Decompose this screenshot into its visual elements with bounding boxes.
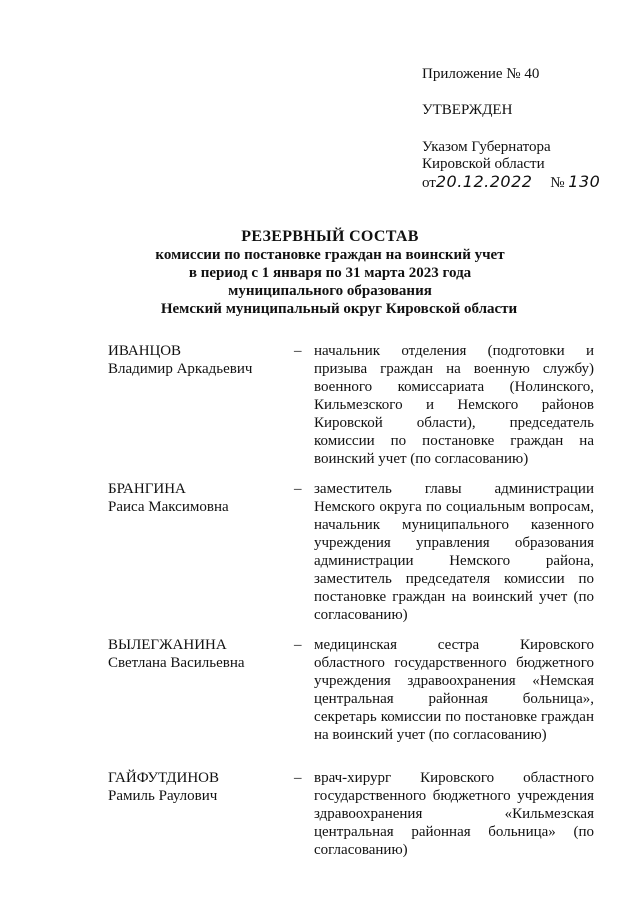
dash-separator: –: [294, 637, 302, 653]
member-role: заместитель главы администрации Немского округа по социальным вопросам, начальник муниципального казенного учреждения управления образования администрации Немского района, заместитель председателя комиссии по постановке граждан на воинский учет (по согласованию): [314, 481, 594, 623]
member-role: медицинская сестра Кировского областного государственного бюджетного учреждения здравоохранения «Немская центральная районная больница», секретарь комиссии по постановке граждан на воинский учет (по согласованию): [314, 637, 594, 743]
approval-block: [422, 66, 622, 192]
member-name: [108, 769, 288, 805]
date-prefix: от: [422, 175, 436, 191]
member-surname: ВЫЛЕГЖАНИНА: [108, 637, 227, 653]
member-role: начальник отделения (подготовки и призыва граждан на военную службу) военного комиссариата (Нолинского, Кильмезского и Немского районов Кировской области), председатель комиссии по постановке граждан на воинский учет (по согласованию): [314, 343, 594, 467]
dash-separator: –: [294, 343, 302, 359]
member-given-name: Светлана Васильевна: [108, 655, 245, 671]
number-prefix: №: [550, 175, 565, 191]
member-surname: ГАЙФУТДИНОВ: [108, 770, 219, 786]
handwritten-date: 20.12.2022: [435, 172, 533, 191]
document-title: [100, 228, 560, 318]
member-name: [108, 480, 288, 516]
decree-line: Указом Губернатора: [422, 139, 551, 155]
dash-separator: –: [294, 770, 302, 786]
title-line-2: в период с 1 января по 31 марта 2023 года: [188, 265, 472, 281]
member-surname: БРАНГИНА: [108, 481, 186, 497]
handwritten-number: 130: [568, 172, 601, 191]
appendix-number: Приложение № 40: [422, 66, 540, 82]
member-given-name: Раиса Максимовна: [108, 499, 229, 515]
decree-date-row: [422, 173, 622, 192]
member-given-name: Владимир Аркадьевич: [108, 361, 253, 377]
member-surname: ИВАНЦОВ: [108, 343, 182, 359]
title-line-3: муниципального образования: [228, 283, 432, 299]
member-name: [108, 636, 288, 672]
member-name: [108, 342, 288, 378]
title-line-4: Немский муниципальный округ Кировской области: [160, 301, 518, 317]
title-line-1: комиссии по постановке граждан на воинский учет: [155, 247, 505, 263]
approved-label: УТВЕРЖДЕН: [422, 102, 513, 118]
title-main: РЕЗЕРВНЫЙ СОСТАВ: [241, 228, 419, 245]
dash-separator: –: [294, 481, 302, 497]
member-given-name: Рамиль Раулович: [108, 788, 218, 804]
member-role: врач-хирург Кировского областного государственного бюджетного учреждения здравоохранения «Кильмезская центральная районная больница» (по согласованию): [314, 770, 594, 858]
region-line: Кировской области: [422, 156, 545, 172]
